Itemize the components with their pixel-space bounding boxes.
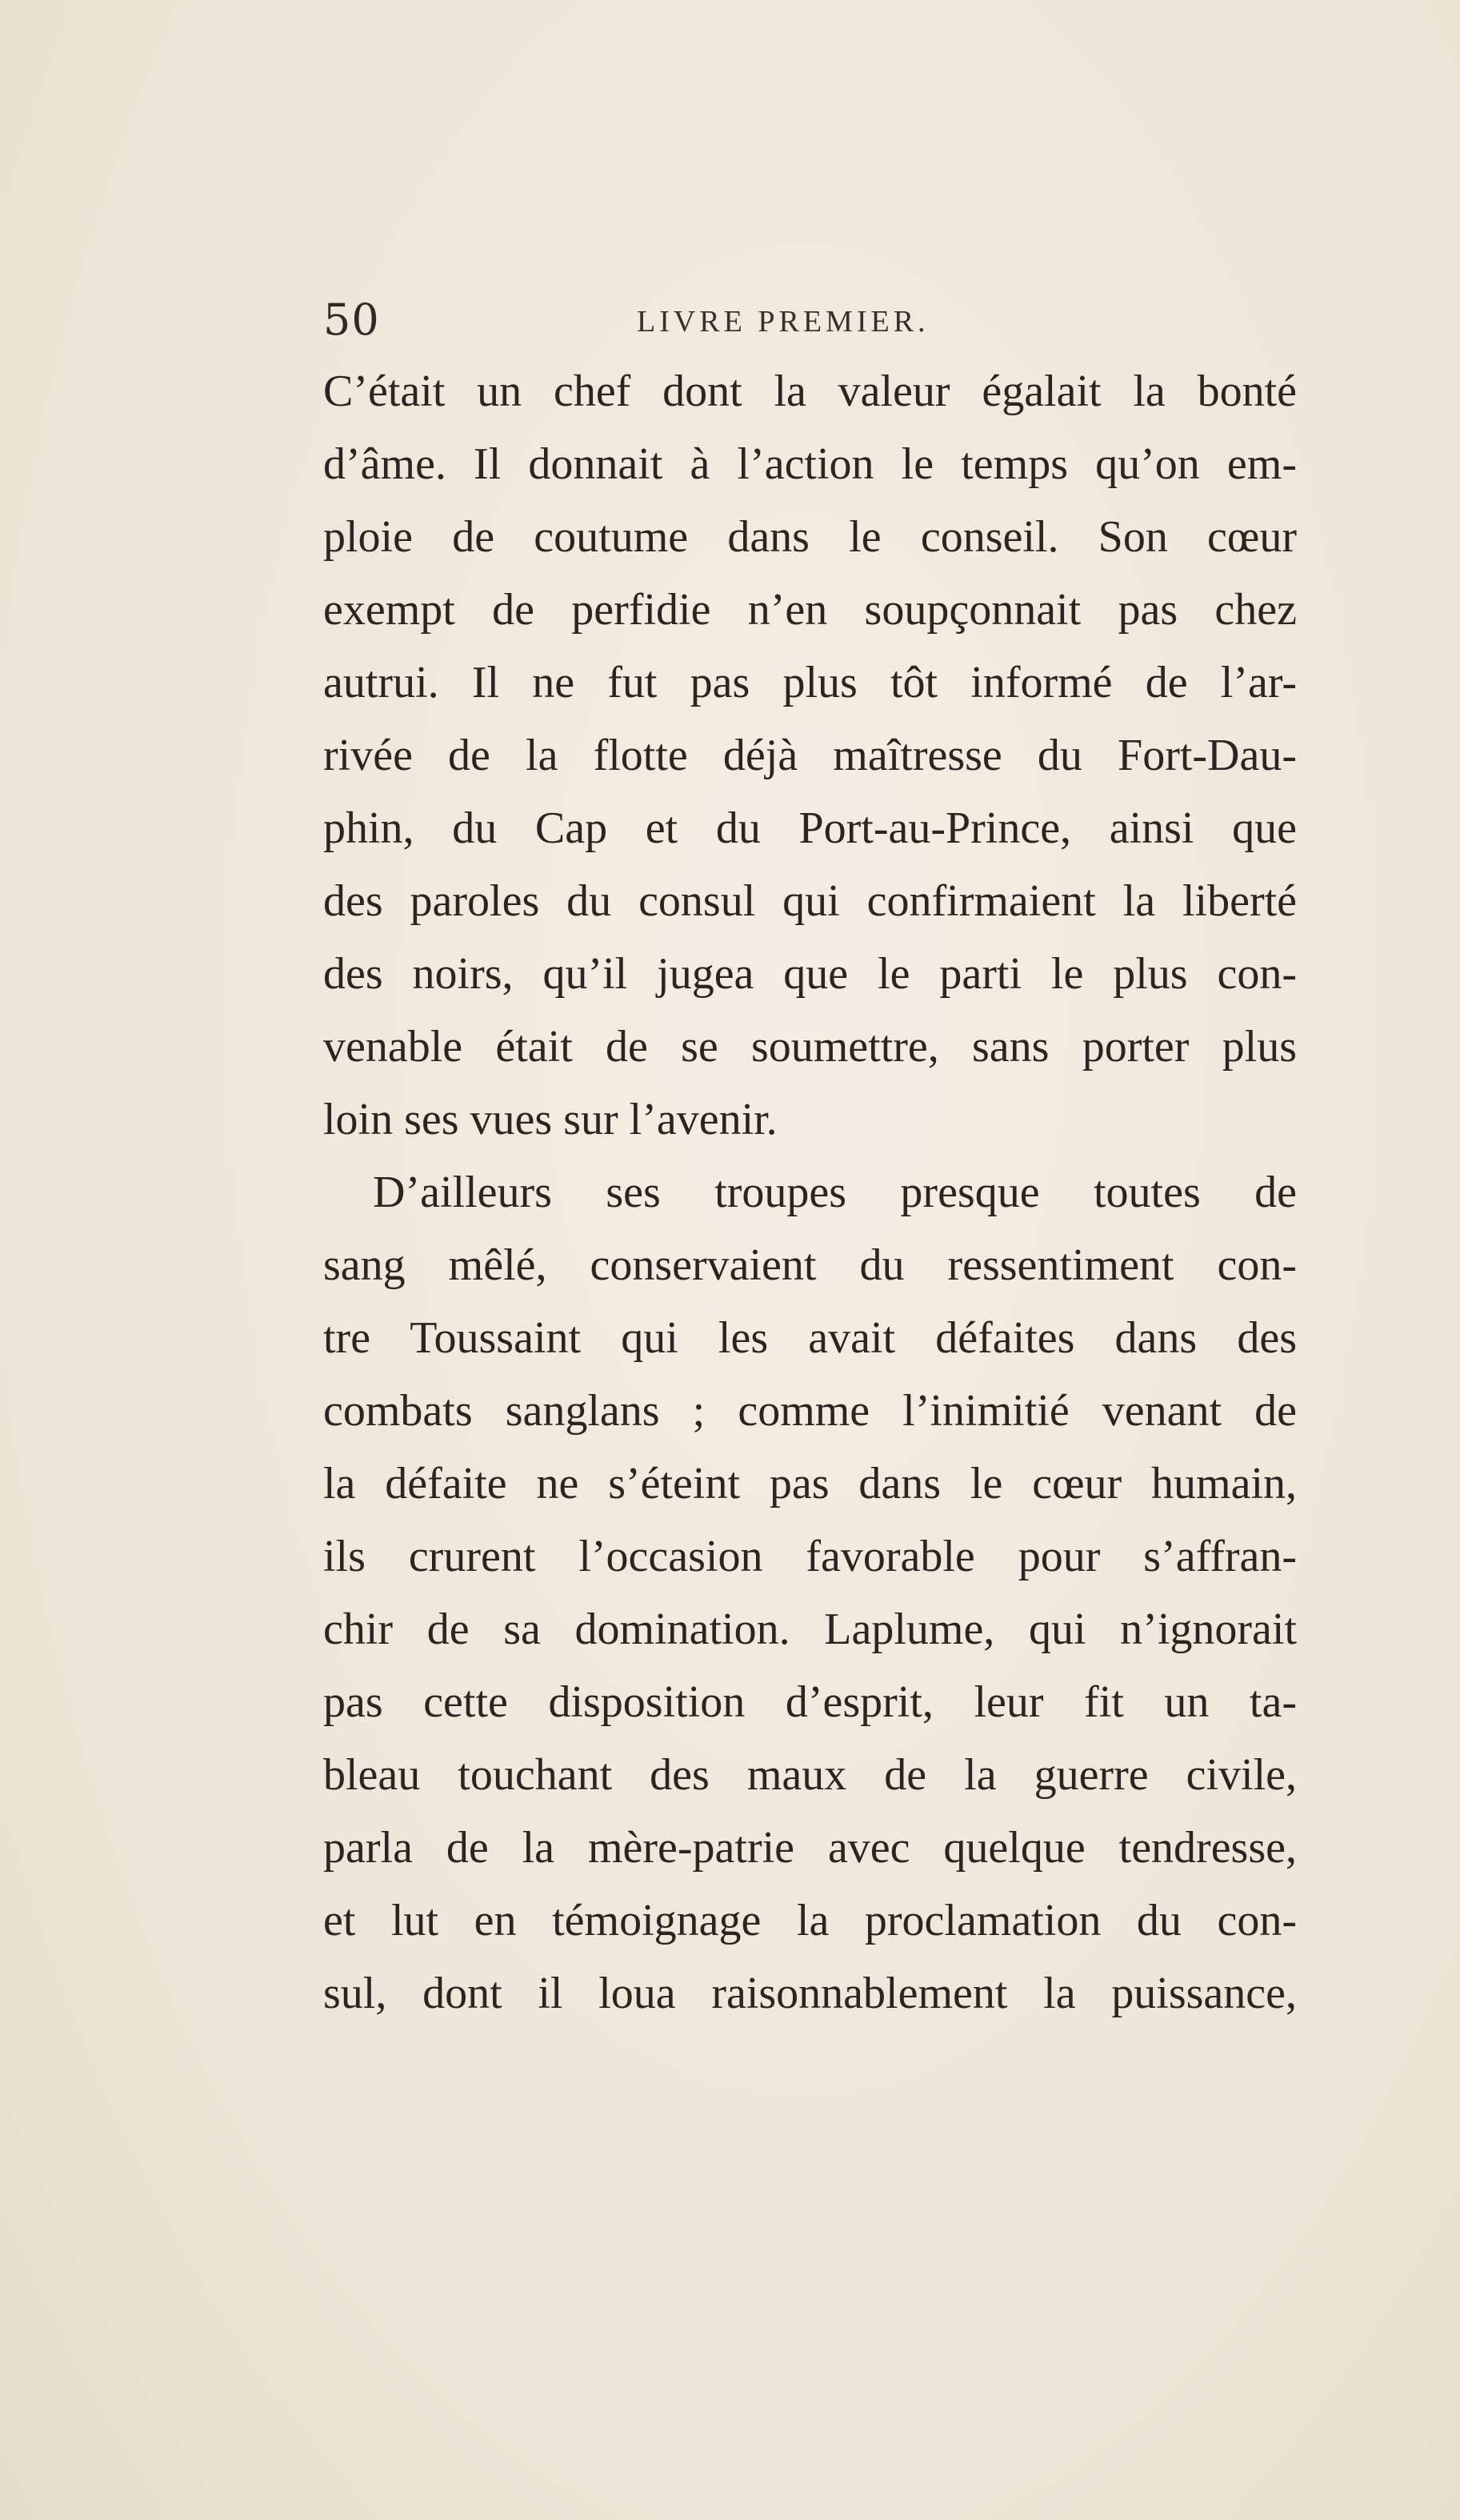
text-line: venable était de se soumettre, sans porter plus: [323, 1022, 1297, 1072]
page-header: [323, 294, 963, 359]
paragraph-2: [323, 1156, 1297, 2030]
text-line: parla de la mère-patrie avec quelque tendresse,: [323, 1823, 1297, 1873]
text-line: tre Toussaint qui les avait défaites dans des: [323, 1313, 1297, 1363]
text-line: des paroles du consul qui confirmaient la liberté: [323, 876, 1297, 926]
text-line: combats sanglans ; comme l’inimitié venant de: [323, 1386, 1297, 1436]
text-line: D’ailleurs ses troupes presque toutes de: [373, 1168, 1297, 1217]
running-head: LIVRE PREMIER.: [637, 305, 930, 339]
text-line: autrui. Il ne fut pas plus tôt informé de l’ar-: [323, 658, 1297, 707]
text-line: C’était un chef dont la valeur égalait la bonté: [323, 367, 1297, 416]
paragraph-1: [323, 355, 1297, 1156]
text-line: bleau touchant des maux de la guerre civile,: [323, 1750, 1297, 1800]
text-line: pas cette disposition d’esprit, leur fit un ta-: [323, 1677, 1297, 1727]
text-line: ils crurent l’occasion favorable pour s’affran-: [323, 1532, 1297, 1581]
text-line: d’âme. Il donnait à l’action le temps qu’on em-: [323, 439, 1297, 489]
text-line: sul, dont il loua raisonnablement la puissance,: [323, 1969, 1297, 2018]
text-line: ploie de coutume dans le conseil. Son cœur: [323, 512, 1297, 562]
text-line: sang mêlé, conservaient du ressentiment con-: [323, 1240, 1297, 1290]
body-text: [323, 355, 1297, 2030]
page-number: 50: [323, 294, 380, 345]
text-line: loin ses vues sur l’avenir.: [323, 1095, 778, 1144]
text-line: chir de sa domination. Laplume, qui n’ignorait: [323, 1605, 1297, 1654]
text-line: phin, du Cap et du Port-au-Prince, ainsi que: [323, 803, 1297, 853]
text-line: la défaite ne s’éteint pas dans le cœur humain,: [323, 1459, 1297, 1508]
text-line: rivée de la flotte déjà maîtresse du Fort-Dau-: [323, 731, 1297, 780]
text-line: et lut en témoignage la proclamation du con-: [323, 1896, 1297, 1945]
text-line: des noirs, qu’il jugea que le parti le plus con-: [323, 949, 1297, 999]
text-line: exempt de perfidie n’en soupçonnait pas chez: [323, 585, 1297, 635]
